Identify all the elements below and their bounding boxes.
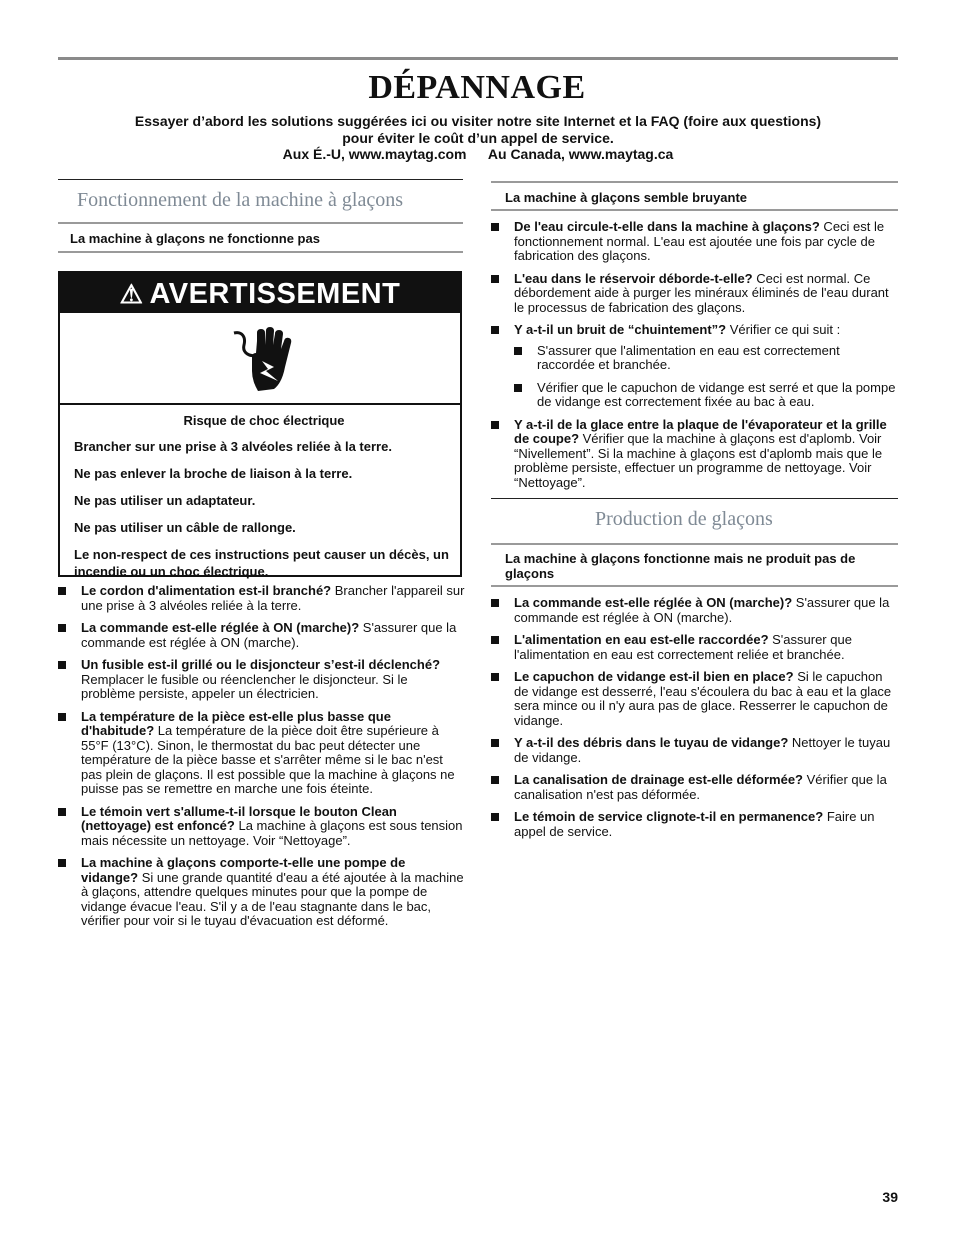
sub-list-item: S'assurer que l'alimentation en eau est correctement raccordée et branchée. [514,344,898,373]
bullet-square-icon [491,326,499,334]
list-item: La canalisation de drainage est-elle déformée? Vérifier que la canalisation n'est pas déformée. [491,773,898,802]
bullet-square-icon [491,421,499,429]
page-title: DÉPANNAGE [368,69,586,106]
subhead-no-ice: La machine à glaçons fonctionne mais ne produit pas de glaçons [505,551,856,581]
production-question-list [491,596,898,847]
subhead-noisy: La machine à glaçons semble bruyante [505,190,748,205]
bullet-square-icon [58,713,66,721]
warning-banner-text: AVERTISSEMENT [149,278,401,310]
bullet-square-icon [491,275,499,283]
sub-list-item: Vérifier que le capuchon de vidange est serré et que la pompe de vidange est correctement fixée au bac à eau. [514,381,898,410]
bullet-square-icon [491,673,499,681]
bullet-square-icon [58,624,66,632]
bullet-square-icon [58,808,66,816]
bullet-square-icon [58,859,66,867]
list-item: Un fusible est-il grillé ou le disjoncteur s’est-il déclenché? Remplacer le fusible ou réenclencher le disjoncteur. Si le problème persiste, appeler un électricien. [58,658,465,702]
warning-icon-area [60,313,460,405]
bullet-square-icon [58,661,66,669]
subhead-not-working: La machine à glaçons ne fonctionne pas [70,231,320,246]
list-item: La température de la pièce est-elle plus basse que d'habitude? La température de la pièce doit être supérieure à 55°F (13°C). Sinon, le thermostat du bac peut détecter une température de la pièce basse et s'arrêter même si le bac n'est pas plein de glaçons. Il est possible que la machine à glaçons ne puisse pas se remettre en marche une fois éteinte. [58,710,465,797]
warning-line: Brancher sur une prise à 3 alvéoles reliée à la terre. [74,439,392,454]
list-item: La machine à glaçons comporte-t-elle une pompe de vidange? Si une grande quantité d'eau a été ajoutée à la machine à glaçons, attendre quelques minutes pour que la pompe de vidange évacue l'eau. S'il y a de l'eau stagnante dans le bac, vérifier pour voir si le tuyau d'évacuation est déformé. [58,856,465,929]
warning-box [58,271,462,577]
right-subhead2-rule-bottom [491,585,898,587]
bullet-square-icon [491,636,499,644]
warning-line: Ne pas enlever la broche de liaison à la terre. [74,466,353,481]
bullet-square-icon [491,599,499,607]
website-canada: Au Canada, www.maytag.ca [487,146,674,162]
warning-line: Ne pas utiliser un adaptateur. [74,493,256,508]
list-item: Le témoin de service clignote-t-il en permanence? Faire un appel de service. [491,810,898,839]
left-subhead-rule-top [58,222,463,224]
list-item: La commande est-elle réglée à ON (marche)? S'assurer que la commande est réglée à ON (marche). [491,596,898,625]
warning-banner [60,273,460,313]
bullet-square-icon [491,223,499,231]
electric-shock-hand-icon [230,327,294,393]
intro-websites [58,146,898,163]
list-item: Le capuchon de vidange est-il bien en place? Si le capuchon de vidange est desserré, l'eau s'écoulera du bac à eau et la glace sera mince ou il n'y aura pas de glace. Resserrer le capuchon de vidange. [491,670,898,728]
intro-text [58,113,898,163]
bullet-square-icon [491,813,499,821]
list-item: Y a-t-il un bruit de “chuintement”? Vérifier ce qui suit : S'assurer que l'alimentation en eau est correctement raccordée et branchée. Vérifier que le capuchon de vidange est serré et que la pompe de vidange est correctement fixée au bac à eau. [491,323,898,410]
top-rule [58,57,898,60]
page-number: 39 [882,1189,898,1205]
list-item: Y a-t-il des débris dans le tuyau de vidange? Nettoyer le tuyau de vidange. [491,736,898,765]
section-title-ice-production: Production de glaçons [595,508,773,530]
intro-line-1: Essayer d’abord les solutions suggérées ici ou visiter notre site Internet et la FAQ (foire aux questions) [134,113,822,129]
bullet-square-icon [514,347,522,355]
bullet-square-icon [514,384,522,392]
warning-line: Le non-respect de ces instructions peut causer un décès, un incendie ou un choc électrique. [74,547,449,579]
bullet-square-icon [58,587,66,595]
list-item: L'alimentation en eau est-elle raccordée? S'assurer que l'alimentation en eau est correctement reliée et branchée. [491,633,898,662]
left-question-list [58,584,465,937]
bullet-square-icon [491,739,499,747]
left-subhead-rule-bottom [58,251,463,253]
list-item: L'eau dans le réservoir déborde-t-elle? Ceci est normal. Ce débordement aide à purger les minéraux éliminés de l'eau durant le processus de fabrication des glaçons. [491,272,898,316]
noise-question-list [491,220,898,498]
right-subhead-rule-top [491,181,898,183]
list-item: Le cordon d'alimentation est-il branché? Brancher l'appareil sur une prise à 3 alvéoles reliée à la terre. [58,584,465,613]
right-subhead-rule-bottom [491,209,898,211]
right-subhead2-rule-top [491,543,898,545]
intro-line-2: pour éviter le coût d’un appel de service. [342,129,614,146]
warning-text [74,413,454,590]
list-item: De l'eau circule-t-elle dans la machine à glaçons? Ceci est le fonctionnement normal. L'eau est ajoutée une fois par cycle de fabrication des glaçons. [491,220,898,264]
sub-list [514,344,898,410]
left-section-rule [58,179,463,180]
list-item: La commande est-elle réglée à ON (marche)? S'assurer que la commande est réglée à ON (marche). [58,621,465,650]
right-section-rule [491,498,898,499]
section-title-ice-maker-operation: Fonctionnement de la machine à glaçons [77,189,404,211]
list-item: Le témoin vert s'allume-t-il lorsque le bouton Clean (nettoyage) est enfoncé? La machine à glaçons est sous tension mais nécessite un nettoyage. Voir “Nettoyage”. [58,805,465,849]
bullet-square-icon [491,776,499,784]
warning-risk-heading: Risque de choc électrique [183,413,345,428]
website-us: Aux É.-U, www.maytag.com [282,146,467,162]
warning-line: Ne pas utiliser un câble de rallonge. [74,520,296,535]
list-item: Y a-t-il de la glace entre la plaque de l'évaporateur et la grille de coupe? Vérifier que la machine à glaçons est d'aplomb. Voir “Nivellement”. Si la machine à glaçons est d'aplomb mais que le problème persiste, effectuer un programme de nettoyage. Voir “Nettoyage”. [491,418,898,491]
warning-triangle-icon: ⚠ [119,279,144,309]
